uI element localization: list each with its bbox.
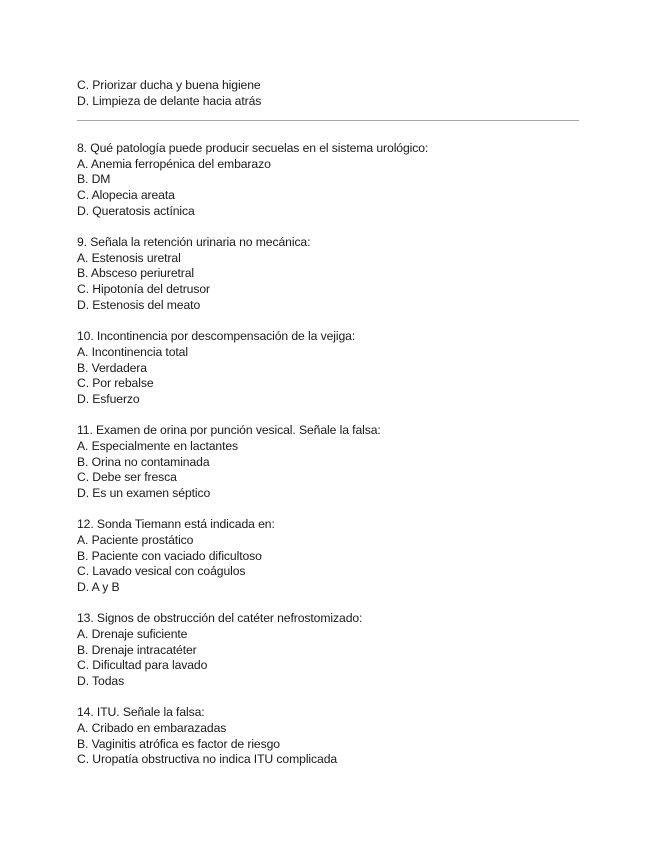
question-8-text: 8. Qué patología puede producir secuelas en el sistema urológico:: [77, 141, 429, 155]
question-13-option-b: B. Drenaje intracatéter: [77, 643, 197, 657]
question-10-option-c: C. Por rebalse: [77, 376, 154, 390]
question-14-option-b: B. Vaginitis atrófica es factor de riesgo: [77, 737, 280, 751]
question-9-option-d: D. Estenosis del meato: [77, 298, 201, 312]
question-13-option-a: A. Drenaje suficiente: [77, 627, 188, 641]
section-divider: [77, 120, 579, 121]
question-8-option-b: B. DM: [77, 172, 111, 186]
question-12-option-d: D. A y B: [77, 580, 120, 594]
question-12-option-c: C. Lavado vesical con coágulos: [77, 564, 246, 578]
question-14-option-a: A. Cribado en embarazadas: [77, 721, 227, 735]
option-line: C. Priorizar ducha y buena higiene: [77, 78, 261, 92]
question-11-option-a: A. Especialmente en lactantes: [77, 439, 239, 453]
question-14-option-c: C. Uropatía obstructiva no indica ITU complicada: [77, 752, 338, 766]
question-8-option-d: D. Queratosis actínica: [77, 204, 195, 218]
question-12-text: 12. Sonda Tiemann está indicada en:: [77, 517, 275, 531]
option-line: D. Limpieza de delante hacia atrás: [77, 94, 262, 108]
question-11-option-b: B. Orina no contaminada: [77, 455, 210, 469]
question-10-option-d: D. Esfuerzo: [77, 392, 140, 406]
question-9-text: 9. Señala la retención urinaria no mecánica:: [77, 235, 311, 249]
question-12-option-b: B. Paciente con vaciado dificultoso: [77, 549, 262, 563]
question-10-text: 10. Incontinencia por descompensación de la vejiga:: [77, 329, 356, 343]
question-11-option-d: D. Es un examen séptico: [77, 486, 211, 500]
question-9-option-c: C. Hipotonía del detrusor: [77, 282, 210, 296]
question-10-option-b: B. Verdadera: [77, 361, 147, 375]
question-12-option-a: A. Paciente prostático: [77, 533, 194, 547]
question-11-option-c: C. Debe ser fresca: [77, 470, 177, 484]
question-13-option-c: C. Dificultad para lavado: [77, 658, 208, 672]
question-8-option-c: C. Alopecia areata: [77, 188, 175, 202]
question-13-option-d: D. Todas: [77, 674, 125, 688]
question-9-option-b: B. Absceso periuretral: [77, 266, 195, 280]
question-8-option-a: A. Anemia ferropénica del embarazo: [77, 157, 271, 171]
question-13-text: 13. Signos de obstrucción del catéter nefrostomizado:: [77, 611, 363, 625]
question-10-option-a: A. Incontinencia total: [77, 345, 188, 359]
question-11-text: 11. Examen de orina por punción vesical. Señale la falsa:: [77, 423, 381, 437]
question-14-text: 14. ITU. Señale la falsa:: [77, 705, 205, 719]
question-9-option-a: A. Estenosis uretral: [77, 251, 181, 265]
